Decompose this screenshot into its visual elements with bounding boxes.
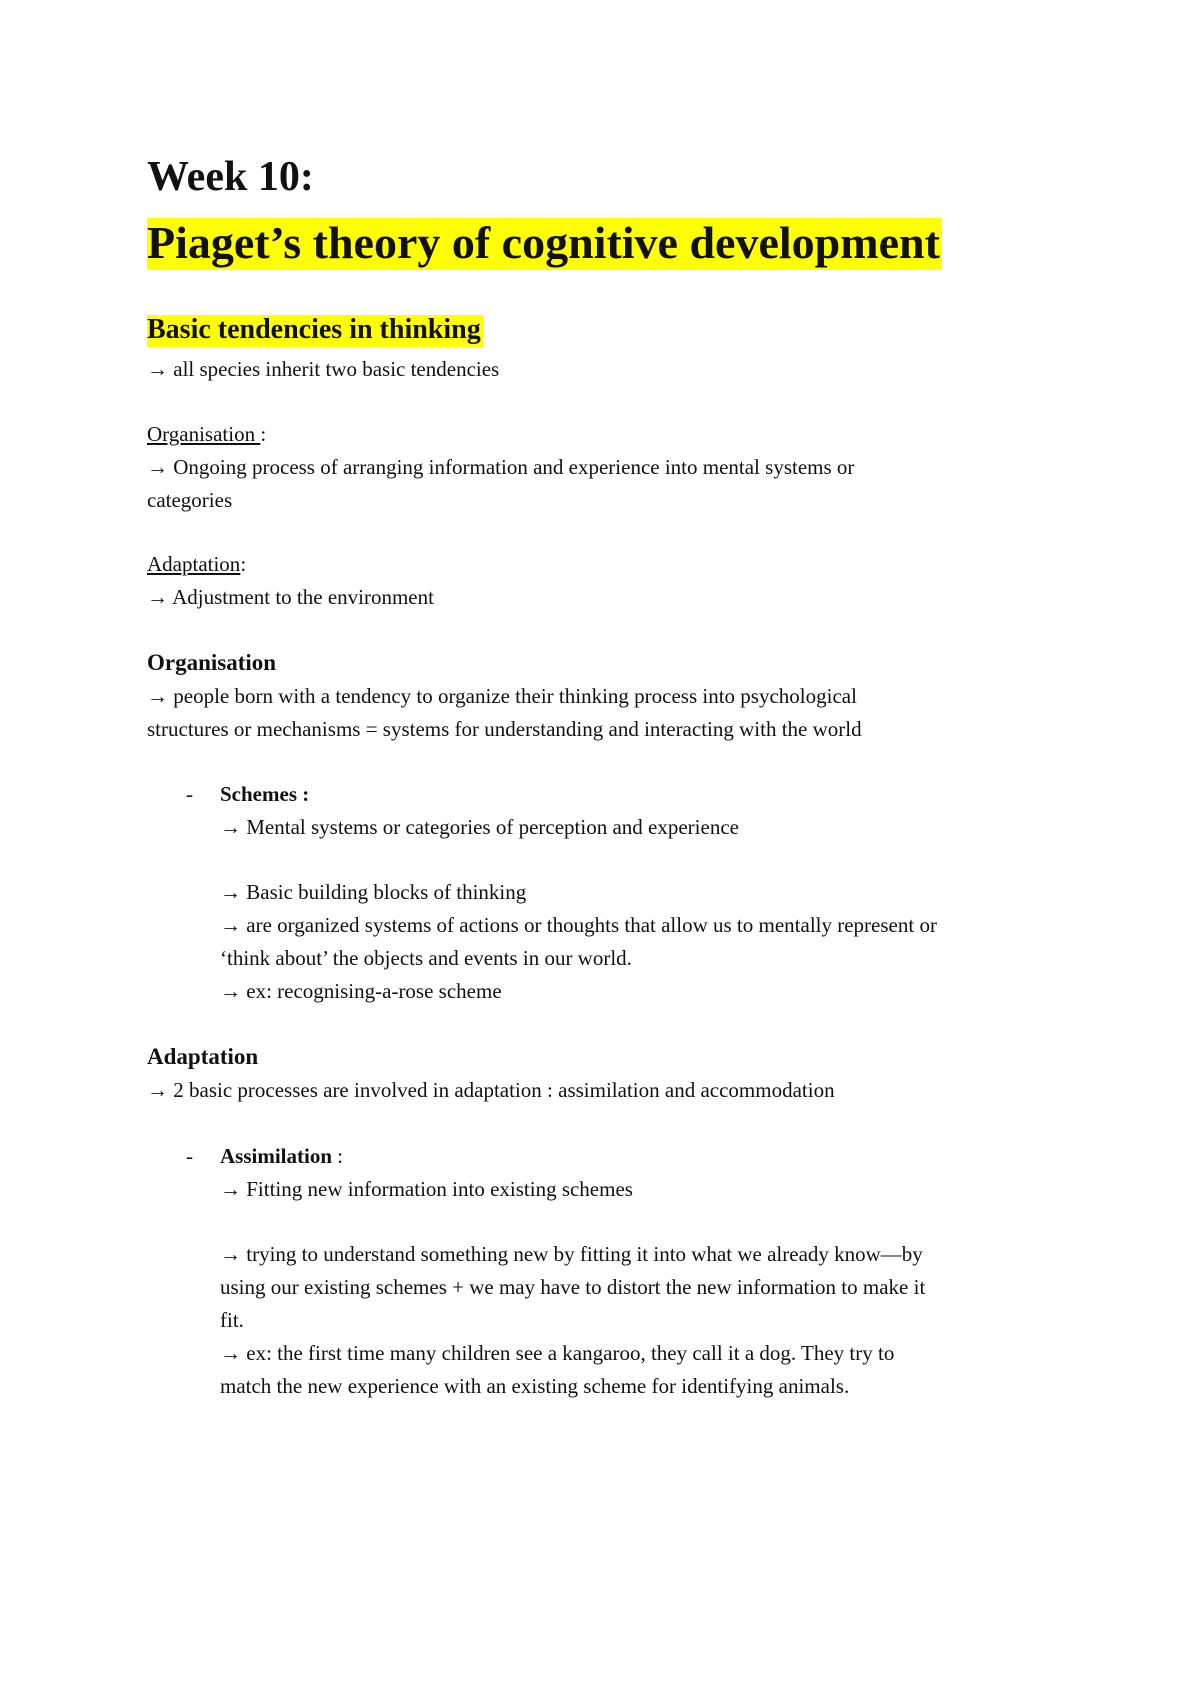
assimilation-heading bbox=[220, 1146, 343, 1167]
organisation-term-colon: : bbox=[260, 422, 267, 446]
schemes-line: → Basic building blocks of thinking bbox=[220, 880, 527, 904]
assimilation-line: fit. bbox=[220, 1308, 244, 1332]
schemes-line: → are organized systems of actions or thoughts that allow us to mentally represent or bbox=[220, 913, 937, 937]
section-heading-basic-tendencies: Basic tendencies in thinking bbox=[147, 314, 481, 345]
organisation-text-line: → people born with a tendency to organize their thinking process into psychological bbox=[147, 684, 857, 708]
bullet-dash: - bbox=[186, 1144, 193, 1168]
adaptation-term bbox=[147, 554, 246, 575]
adaptation-term-colon: : bbox=[240, 552, 247, 576]
section-heading-organisation: Organisation bbox=[147, 650, 277, 675]
adaptation-term-label: Adaptation bbox=[147, 552, 241, 576]
schemes-label: Schemes : bbox=[220, 782, 310, 806]
schemes-line: ‘think about’ the objects and events in our world. bbox=[220, 946, 632, 970]
organisation-definition-line: categories bbox=[147, 488, 233, 512]
organisation-term-label: Organisation bbox=[147, 422, 261, 446]
assimilation-line: → trying to understand something new by fitting it into what we already know—by bbox=[220, 1242, 923, 1266]
schemes-line: → Mental systems or categories of perception and experience bbox=[220, 815, 739, 839]
assimilation-line: → Fitting new information into existing schemes bbox=[220, 1177, 633, 1201]
bullet-dash: - bbox=[186, 782, 193, 806]
assimilation-line: → ex: the first time many children see a kangaroo, they call it a dog. They try to bbox=[220, 1341, 895, 1365]
organisation-text-line: structures or mechanisms = systems for understanding and interacting with the world bbox=[147, 717, 862, 741]
assimilation-line: match the new experience with an existing scheme for identifying animals. bbox=[220, 1374, 850, 1398]
section-heading-adaptation: Adaptation bbox=[147, 1044, 259, 1069]
assimilation-colon: : bbox=[332, 1144, 344, 1168]
organisation-definition-line: → Ongoing process of arranging information and experience into mental systems or bbox=[147, 455, 855, 479]
assimilation-line: using our existing schemes + we may have to distort the new information to make it bbox=[220, 1275, 926, 1299]
page-title: Piaget’s theory of cognitive development bbox=[147, 217, 940, 268]
basic-tendencies-intro: → all species inherit two basic tendencies bbox=[147, 357, 500, 381]
adaptation-definition-line: → Adjustment to the environment bbox=[147, 585, 434, 609]
organisation-term bbox=[147, 424, 266, 445]
week-heading: Week 10: bbox=[147, 154, 314, 200]
schemes-line: → ex: recognising-a-rose scheme bbox=[220, 979, 502, 1003]
adaptation-text-line: → 2 basic processes are involved in adaptation : assimilation and accommodation bbox=[147, 1078, 835, 1102]
assimilation-label: Assimilation bbox=[220, 1144, 333, 1168]
